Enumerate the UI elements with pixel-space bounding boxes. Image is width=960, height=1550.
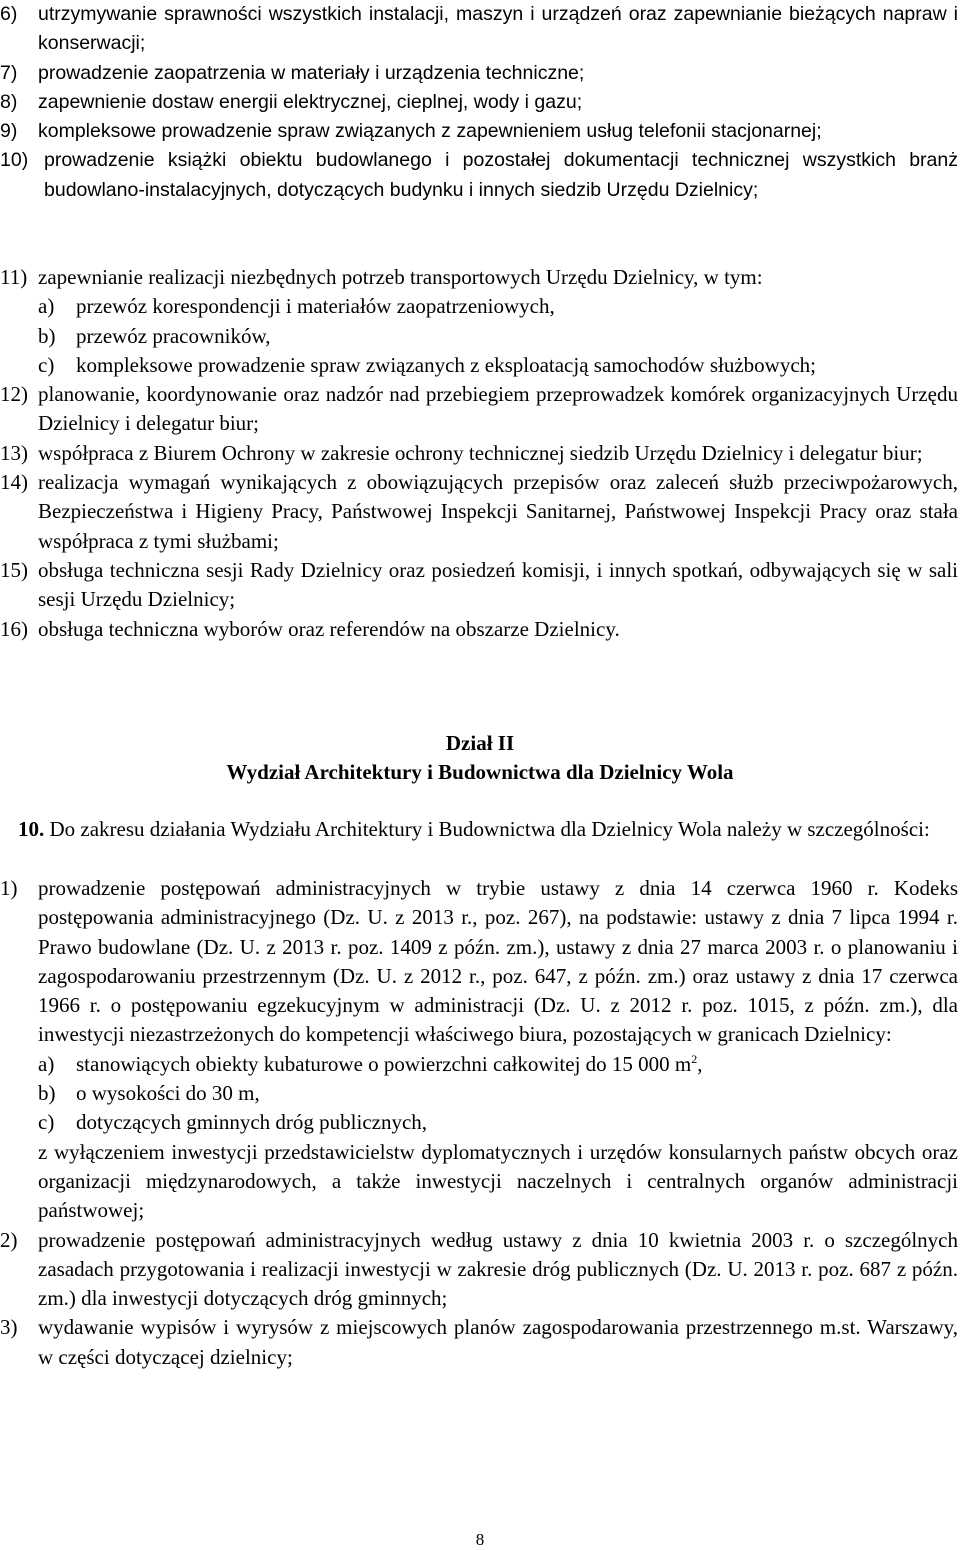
task-list-section-2 [0, 874, 958, 1372]
item-continuation: z wyłączeniem inwestycji przedstawicielstw dyplomatycznych i urzędów konsularnych państw obcych oraz organizacji międzynarodowych, a także inwestycji naczelnych i centralnych organów administracji państwowej; [38, 1139, 958, 1223]
sub-item-letter: a) [38, 294, 55, 319]
paragraph-10 [0, 815, 958, 844]
item-text: kompleksowe prowadzenie spraw związanych z zapewnieniem usług telefonii stacjonarnej; [38, 120, 822, 143]
item-number: 6) [0, 3, 18, 25]
item-number: 1) [0, 876, 18, 900]
list-item [0, 468, 958, 556]
sub-item [0, 292, 958, 321]
list-item [0, 88, 958, 117]
sub-item-letter: a) [38, 1051, 55, 1076]
sub-item [0, 351, 958, 380]
task-list-part-1 [0, 0, 958, 205]
item-text: prowadzenie zaopatrzenia w materiały i urządzenia techniczne; [38, 61, 585, 84]
item-number: 8) [0, 90, 18, 113]
list-item [0, 59, 958, 88]
list-item [0, 1226, 958, 1314]
section-heading-number: Dział II [445, 731, 515, 755]
item-number: 15) [0, 557, 28, 582]
item-number: 14) [0, 470, 28, 495]
item-text: wydawanie wypisów i wyrysów z miejscowych planów zagospodarowania przestrzennego m.st. Warszawy, w części dotyczącej dzielnicy; [38, 1315, 958, 1369]
task-list-part-2 [0, 263, 958, 644]
item-text: obsługa techniczna wyborów oraz referendów na obszarze Dzielnicy. [38, 616, 620, 641]
sub-item-tail: , [697, 1051, 703, 1076]
sub-item [0, 322, 958, 351]
sub-item-text: o wysokości do 30 m, [76, 1081, 260, 1106]
paragraph-text: Do zakresu działania Wydziału Architektury i Budownictwa dla Dzielnicy Wola należy w szczególności: [49, 817, 930, 841]
item-text: współpraca z Biurem Ochrony w zakresie ochrony technicznej siedzib Urzędu Dzielnicy i delegatur biur; [38, 440, 923, 465]
item-number: 9) [0, 120, 18, 143]
item-number: 7) [0, 61, 18, 84]
sub-item [0, 1050, 958, 1079]
item-number: 10) [0, 149, 29, 172]
page-number: 8 [475, 1530, 485, 1549]
sub-item-letter: b) [38, 323, 56, 348]
list-item [0, 117, 958, 146]
sub-item-text: dotyczących gminnych dróg publicznych, [76, 1110, 428, 1135]
list-item [0, 439, 958, 468]
item-text: realizacja wymagań wynikających z obowiązujących przepisów oraz zaleceń służb przeciwpożarowych, Bezpieczeństwa i Higieny Pracy, Państwowej Inspekcji Sanitarnej, Państwowej Inspekcji Pracy oraz stała współpraca z tymi służbami; [38, 470, 958, 553]
item-text: prowadzenie książki obiektu budowlanego i pozostałej dokumentacji technicznej wszystkich branż budowlano-instalacyjnych, dotyczących budynku i innych siedzib Urzędu Dzielnicy; [44, 149, 958, 201]
item-number: 13) [0, 440, 28, 465]
item-text: zapewnienie dostaw energii elektrycznej, cieplnej, wody i gazu; [38, 90, 583, 113]
item-number: 16) [0, 616, 28, 641]
list-item [0, 1313, 958, 1372]
sub-item [0, 1079, 958, 1108]
sub-item [0, 1108, 958, 1137]
list-item [0, 263, 958, 292]
paragraph-number: 10. [18, 817, 45, 841]
sub-item-text: przewóz pracowników, [76, 323, 271, 348]
sub-item-letter: c) [38, 1110, 55, 1135]
list-item [0, 380, 958, 439]
item-number: 12) [0, 382, 28, 407]
item-text: prowadzenie postępowań administracyjnych w trybie ustawy z dnia 14 czerwca 1960 r. Kodeks postępowania administracyjnego (Dz. U. z 2013 r., poz. 267), na podstawie: ustawy z dnia 7 lipca 1994 r. Prawo budowlane (Dz. U. z 2013 r. poz. 1409 z późn. zm.), ustawy z dnia 27 marca 2003 r. o planowaniu i zagospodarowaniu przestrzennym (Dz. U. z 2012 r., poz. 647, z późn. zm.) oraz ustawy z dnia 17 czerwca 1966 r. o postępowaniu egzekucyjnym w administracji (Dz. U. z 2012 r. poz. 1015, z późn. zm.), dla inwestycji niezastrzeżonych do kompetencji właściwego biura, pozostających w granicach Dzielnicy: [38, 876, 958, 1047]
item-number: 2) [0, 1227, 18, 1252]
list-item [0, 556, 958, 615]
list-item [0, 146, 958, 205]
item-text: planowanie, koordynowanie oraz nadzór nad przebiegiem przeprowadzek komórek organizacyjnych Urzędu Dzielnicy i delegatur biur; [38, 382, 958, 436]
superscript: 2 [691, 1051, 698, 1066]
item-text: prowadzenie postępowań administracyjnych według ustawy z dnia 10 kwietnia 2003 r. o szczególnych zasadach przygotowania i realizacji inwestycji w zakresie dróg publicznych (Dz. U. 2013 r. poz. 687 z późn. zm.) dla inwestycji dotyczących dróg gminnych; [38, 1227, 958, 1311]
item-text: zapewnianie realizacji niezbędnych potrzeb transportowych Urzędu Dzielnicy, w tym: [38, 265, 763, 289]
list-item [0, 874, 958, 1050]
sub-item-text: przewóz korespondencji i materiałów zaopatrzeniowych, [76, 294, 555, 319]
sub-item-text: kompleksowe prowadzenie spraw związanych z eksploatacją samochodów służbowych; [76, 352, 816, 377]
item-text: obsługa techniczna sesji Rady Dzielnicy oraz posiedzeń komisji, i innych spotkań, odbywających się w sali sesji Urzędu Dzielnicy; [38, 557, 958, 612]
item-number: 3) [0, 1315, 18, 1340]
item-text: utrzymywanie sprawności wszystkich instalacji, maszyn i urządzeń oraz zapewnianie bieżących napraw i konserwacji; [38, 3, 958, 55]
list-item [0, 0, 958, 59]
sub-item-text: stanowiących obiekty kubaturowe o powierzchni całkowitej do 15 000 m [76, 1051, 692, 1076]
item-number: 11) [0, 265, 28, 289]
sub-item-letter: b) [38, 1081, 56, 1106]
list-item [0, 615, 958, 644]
section-heading-title: Wydział Architektury i Budownictwa dla Dzielnicy Wola [226, 760, 734, 784]
sub-item-letter: c) [38, 352, 55, 377]
